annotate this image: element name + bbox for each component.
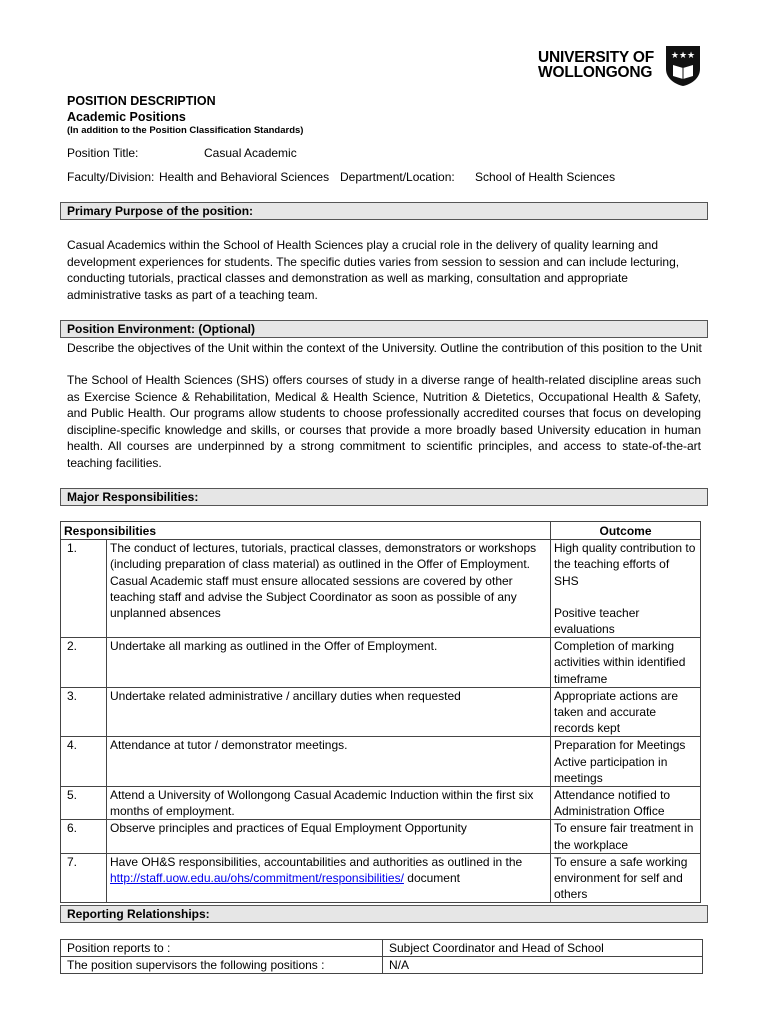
reporting-relationships-heading: Reporting Relationships:: [60, 905, 708, 923]
row-number: 2.: [61, 638, 107, 688]
svg-text:★★★: ★★★: [670, 51, 696, 61]
primary-purpose-heading: Primary Purpose of the position:: [60, 202, 708, 220]
university-crest-icon: [665, 45, 701, 87]
outcome-line: Positive teacher evaluations: [554, 605, 640, 637]
reporting-value: Subject Coordinator and Head of School: [383, 940, 703, 957]
row-text: Attend a University of Wollongong Casual Academic Induction within the first six months of employment.: [107, 787, 551, 820]
position-title-value: Casual Academic: [204, 146, 297, 160]
row-outcome: To ensure a safe working environment for self and others: [551, 853, 701, 903]
reporting-value: N/A: [383, 957, 703, 974]
row-outcome: Appropriate actions are taken and accurate records kept: [551, 687, 701, 737]
row-text: Undertake all marking as outlined in the Offer of Employment.: [107, 638, 551, 688]
table-row: [61, 687, 701, 737]
row-outcome: To ensure fair treatment in the workplace: [551, 820, 701, 853]
document-note: (In addition to the Position Classification Standards): [67, 125, 304, 136]
table-row: [61, 540, 701, 638]
row-outcome: Preparation for Meetings Active participation in meetings: [551, 737, 701, 787]
row-text: [107, 853, 551, 903]
primary-purpose-text: Casual Academics within the School of Health Sciences play a crucial role in the delivery of quality learning and development experiences for students. The specific duties varies from session to session and can include lecturing, conducting tutorials, practical classes and demonstration as well as marking, consultation and appropriate administrative tasks as part of a teaching team.: [67, 238, 680, 302]
row-number: 4.: [61, 737, 107, 787]
reporting-label: Position reports to :: [61, 940, 383, 957]
table-row: [61, 940, 703, 957]
responsibilities-table: [60, 521, 701, 903]
document-subtitle: Academic Positions: [67, 110, 186, 124]
university-logo-text: [538, 50, 654, 80]
major-responsibilities-heading: Major Responsibilities:: [60, 488, 708, 506]
row-text-before: Have OH&S responsibilities, accountabilities and authorities as outlined in the: [110, 854, 523, 869]
table-row: [61, 820, 701, 853]
environment-heading: Position Environment: (Optional): [60, 320, 708, 338]
logo-line-1: UNIVERSITY OF: [538, 49, 654, 66]
row-number: 3.: [61, 687, 107, 737]
reporting-table: [60, 939, 703, 974]
row-outcome: Completion of marking activities within identified timeframe: [551, 638, 701, 688]
environment-instruction: Describe the objectives of the Unit within the context of the University. Outline the contribution of this position to the Unit: [67, 341, 702, 355]
table-row: [61, 853, 701, 903]
table-header-row: [61, 522, 701, 540]
ohs-responsibilities-link[interactable]: http://staff.uow.edu.au/ohs/commitment/responsibilities/: [110, 871, 404, 886]
department-label: Department/Location:: [340, 170, 455, 184]
table-row: [61, 638, 701, 688]
faculty-value: Health and Behavioral Sciences: [159, 170, 330, 184]
row-number: 6.: [61, 820, 107, 853]
row-outcome: Attendance notified to Administration Office: [551, 787, 701, 820]
row-number: 5.: [61, 787, 107, 820]
logo-line-2: WOLLONGONG: [538, 64, 653, 81]
reporting-label: The position supervisors the following positions :: [61, 957, 383, 974]
faculty-label: Faculty/Division:: [67, 170, 155, 184]
document-title: POSITION DESCRIPTION: [67, 94, 216, 108]
table-row: [61, 787, 701, 820]
row-text-after: document: [403, 871, 460, 886]
table-row: [61, 957, 703, 974]
row-text: Undertake related administrative / ancillary duties when requested: [107, 687, 551, 737]
row-text: The conduct of lectures, tutorials, practical classes, demonstrators or workshops (including preparation of class material) as outlined in the Offer of Employment. Casual Academic staff must ensure allocated sessions are covered by other teaching staff and advise the Subject Coordinator as soon as possible of any unplanned absences: [107, 540, 551, 638]
row-number: 1.: [61, 540, 107, 638]
row-text: Observe principles and practices of Equal Employment Opportunity: [107, 820, 551, 853]
department-value: School of Health Sciences: [475, 170, 616, 184]
col-outcome: Outcome: [551, 522, 701, 540]
row-number: 7.: [61, 853, 107, 903]
environment-text: The School of Health Sciences (SHS) offers courses of study in a diverse range of health-related discipline areas such as Exercise Science & Rehabilitation, Medical & Health Science, Nutrition & Dietetics, Occupational Health & Safety, and Public Health. Our programs allow students to choose professionally accredited courses that focus on developing discipline-specific knowledge and skills, or courses that provide a more broadly based University education in human health. All courses are underpinned by a strong commitment to scientific principles, and access to state-of-the-art teaching facilities.: [67, 373, 701, 470]
row-outcome: [551, 540, 701, 638]
position-title-label: Position Title:: [67, 146, 139, 160]
outcome-line: High quality contribution to the teaching efforts of SHS: [554, 541, 696, 588]
col-responsibilities: Responsibilities: [61, 522, 551, 540]
row-text: Attendance at tutor / demonstrator meetings.: [107, 737, 551, 787]
table-row: [61, 737, 701, 787]
